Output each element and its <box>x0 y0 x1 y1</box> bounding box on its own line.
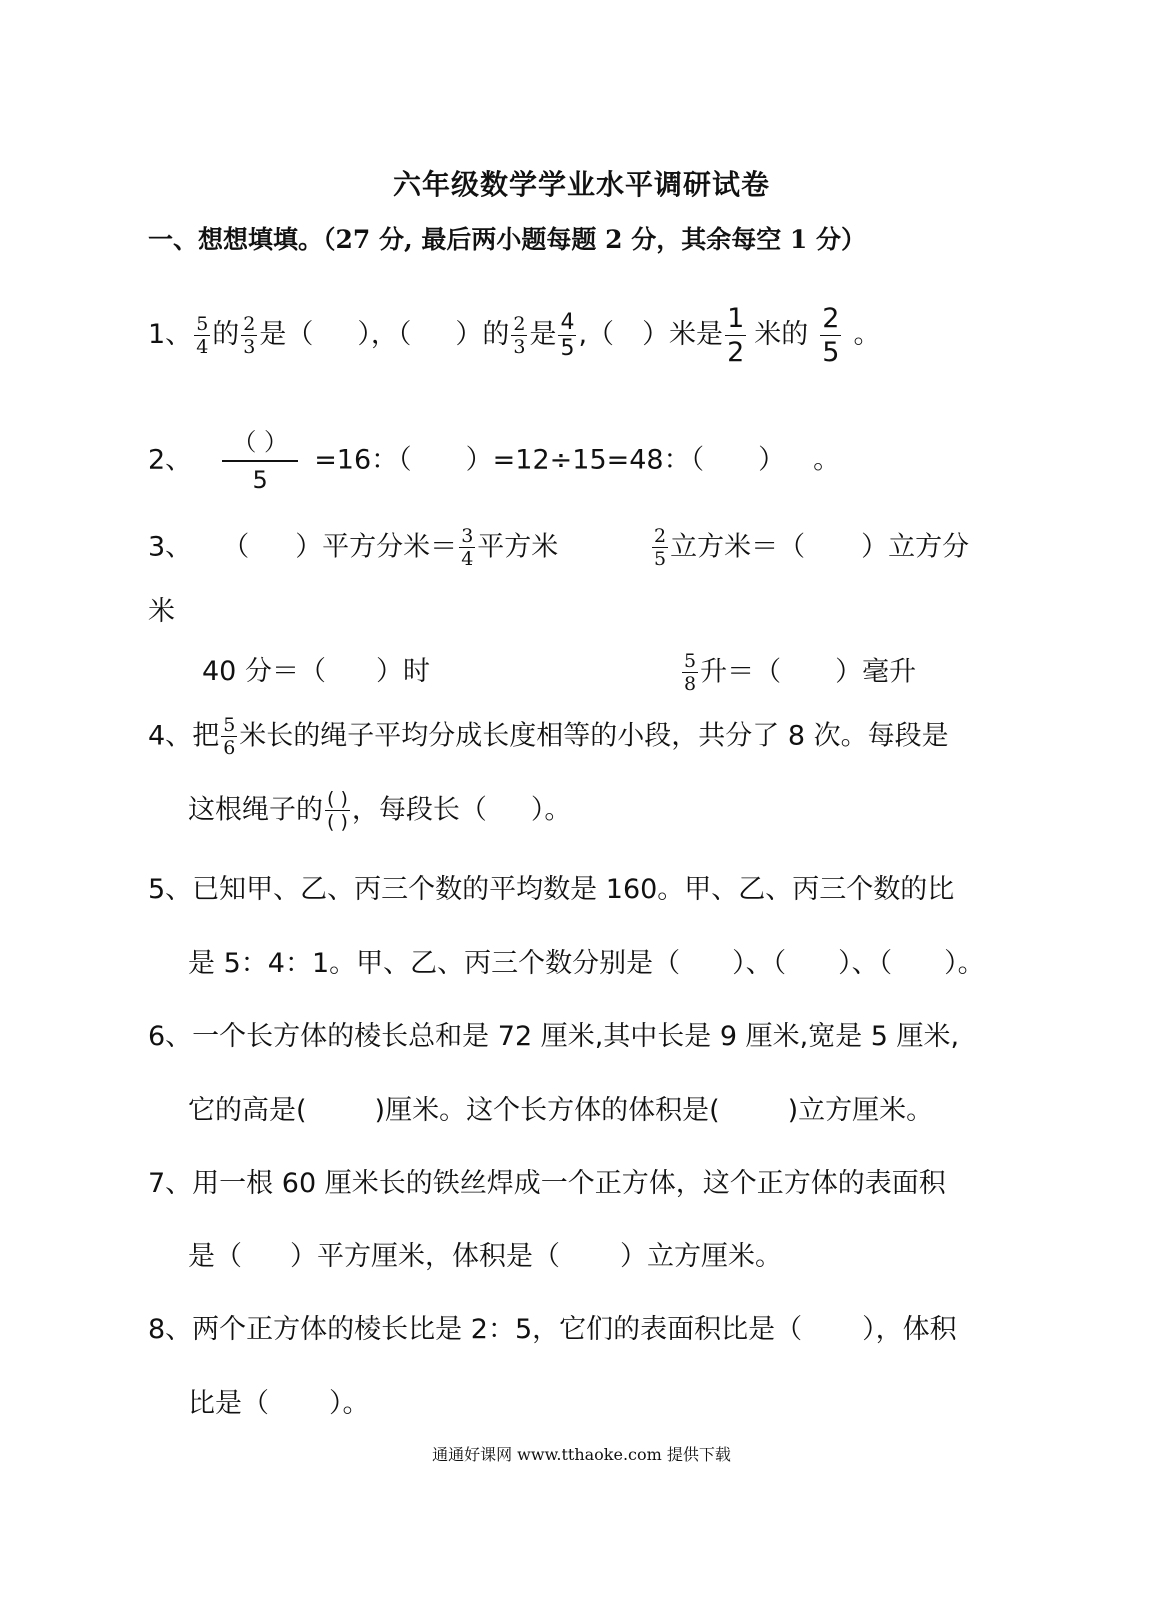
fraction: $\frac{5}{4}$ <box>196 312 209 358</box>
fraction: $\frac{5}{6}$ <box>223 714 236 759</box>
fraction: $\frac{2}{3}$ <box>513 312 526 358</box>
question-8: 8、两个正方体的棱长比是 2：5，它们的表面积比是（ ），体积 <box>148 1314 957 1345</box>
answer-blank[interactable]: （ ） <box>222 430 298 462</box>
question-number: 3、 <box>148 531 193 563</box>
footer-credit: 通通好课网 www.tthaoke.com 提供下载 <box>432 1445 731 1464</box>
fraction: $\frac{2}{3}$ <box>243 312 256 358</box>
question-7: 7、用一根 60 厘米长的铁丝焊成一个正方体，这个正方体的表面积 <box>148 1168 946 1199</box>
section-heading: 一、想想填填。（27 分, 最后两小题每题 2 分，其余每空 1 分） <box>148 225 867 254</box>
question-4-line-2: 这根绳子的 $\frac{( )}{( )}$ ，每段长（ ）。 <box>188 788 572 833</box>
exam-title: 六年级数学学业水平调研试卷 <box>392 168 770 201</box>
question-5-line-2: 是 5：4：1。甲、乙、丙三个数分别是（ ）、（ ）、（ ）。 <box>188 948 985 979</box>
fraction: $\frac{3}{4}$ <box>461 525 474 570</box>
question-3-part-b: $\frac{2}{5}$ 立方米＝（ ）立方分 <box>654 525 970 570</box>
question-4: 4、把 $\frac{5}{6}$ 米长的绳子平均分成长度相等的小段，共分了 8 次。每段是 <box>148 714 949 759</box>
fraction: $\frac{2}{5}$ <box>822 303 840 368</box>
question-3-wrap: 米 <box>148 596 175 627</box>
question-3-part-c: 40 分＝（ ）时 <box>202 656 430 687</box>
fraction-blank[interactable]: $\frac{( )}{( )}$ <box>327 788 348 833</box>
fraction: $\frac{5}{8}$ <box>684 650 697 695</box>
question-2: 2、 $\frac{( )}{5}$ =16：（ ）=12÷15=48：（ ） 。 <box>148 428 841 494</box>
question-number: 4、 <box>148 720 193 752</box>
question-6-line-2: 它的高是( )厘米。这个长方体的体积是( )立方厘米。 <box>188 1095 934 1126</box>
question-8-line-2: 比是（ ）。 <box>188 1388 370 1419</box>
question-1: 1、 $\frac{5}{4}$ 的 $\frac{2}{3}$ 是（ ），（ ）的 $\frac{2}{3}$ 是 $\frac{4}{5}$ ,（ ）米是 $\frac{1}{2}$ 米的 $\frac{2}{5}$ 。 <box>148 303 881 368</box>
question-6: 6、一个长方体的棱长总和是 72 厘米,其中长是 9 厘米,宽是 5 厘米, <box>148 1021 960 1052</box>
question-5: 5、已知甲、乙、丙三个数的平均数是 160。甲、乙、丙三个数的比 <box>148 874 955 905</box>
question-3: 3、 （ ）平方分米＝ $\frac{3}{4}$ 平方米 <box>148 525 559 570</box>
fraction: $\frac{2}{5}$ <box>654 525 667 570</box>
question-7-line-2: 是（ ）平方厘米，体积是（ ）立方厘米。 <box>188 1241 782 1272</box>
fraction: $\frac{4}{5}$ <box>560 309 575 361</box>
question-number: 1、 <box>148 319 193 350</box>
question-number: 2、 <box>148 444 193 476</box>
question-3-part-d: $\frac{5}{8}$ 升＝（ ）毫升 <box>684 650 917 695</box>
fraction: $\frac{( )}{5}$ <box>222 430 298 492</box>
fraction: $\frac{1}{2}$ <box>727 303 745 368</box>
